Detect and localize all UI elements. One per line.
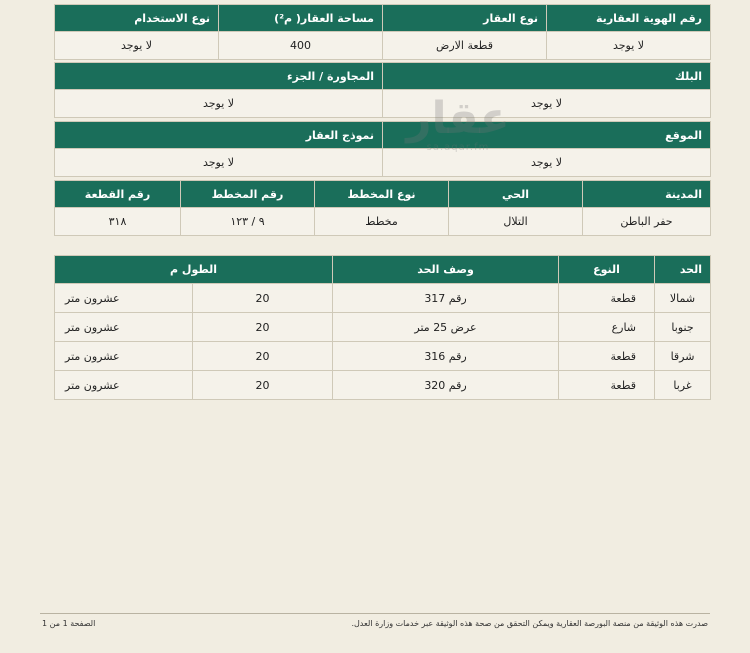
- block-table: [54, 62, 711, 118]
- value-plan-number: ٩ / ١٢٣: [181, 208, 315, 236]
- header-plan-number: رقم المخطط: [181, 181, 315, 208]
- boundary-desc: رقم 317: [333, 284, 559, 313]
- location-table: [54, 121, 711, 177]
- value-plot-number: ٣١٨: [55, 208, 181, 236]
- watermark-logo-text: عقار: [406, 93, 510, 144]
- boundary-side: شرقا: [655, 342, 711, 371]
- header-neighborhood-part: المجاورة / الجزء: [55, 63, 383, 90]
- footer-note: صدرت هذه الوثيقة من منصة البورصة العقارية ويمكن التحقق من صحة هذه الوثيقة عبر خدمات وزارة العدل.: [351, 619, 708, 628]
- boundary-length: 20: [193, 313, 333, 342]
- header-plot-number: رقم القطعة: [55, 181, 181, 208]
- value-property-area: 400: [219, 32, 383, 60]
- header-property-area: مساحة العقار( م²): [219, 5, 383, 32]
- header-property-id: رقم الهوية العقارية: [547, 5, 711, 32]
- boundary-type: قطعة: [559, 284, 655, 313]
- page-number: الصفحة 1 من 1: [42, 619, 96, 628]
- table-row: [55, 342, 711, 371]
- boundary-side: غربا: [655, 371, 711, 400]
- watermark-url: sa.aqar.fm: [426, 142, 490, 153]
- boundary-side: شمالا: [655, 284, 711, 313]
- table-row: [55, 284, 711, 313]
- boundary-length-text: عشرون متر: [55, 284, 193, 313]
- value-neighborhood-part: لا يوجد: [55, 90, 383, 118]
- header-boundary-desc: وصف الحد: [333, 256, 559, 284]
- table-row: [55, 313, 711, 342]
- header-district: الحي: [449, 181, 583, 208]
- boundary-length-text: عشرون متر: [55, 342, 193, 371]
- footer-divider: [40, 613, 710, 614]
- boundary-length-text: عشرون متر: [55, 313, 193, 342]
- value-district: التلال: [449, 208, 583, 236]
- header-block: البلك: [383, 63, 711, 90]
- boundary-desc: رقم 316: [333, 342, 559, 371]
- boundary-length: 20: [193, 371, 333, 400]
- header-location: الموقع: [383, 122, 711, 149]
- property-info-table: [54, 4, 711, 60]
- value-property-type: قطعة الارض: [383, 32, 547, 60]
- boundary-side: جنوبا: [655, 313, 711, 342]
- boundary-type: قطعة: [559, 371, 655, 400]
- table-row: [55, 371, 711, 400]
- boundary-type: قطعة: [559, 342, 655, 371]
- header-property-model: نموذج العقار: [55, 122, 383, 149]
- value-block: لا يوجد: [383, 90, 711, 118]
- boundary-length-text: عشرون متر: [55, 371, 193, 400]
- value-usage-type: لا يوجد: [55, 32, 219, 60]
- value-property-model: لا يوجد: [55, 149, 383, 177]
- value-plan-type: مخطط: [315, 208, 449, 236]
- header-boundary-type: النوع: [559, 256, 655, 284]
- header-usage-type: نوع الاستخدام: [55, 5, 219, 32]
- value-city: حفر الباطن: [583, 208, 711, 236]
- header-boundary: الحد: [655, 256, 711, 284]
- boundary-desc: رقم 320: [333, 371, 559, 400]
- header-length: الطول م: [55, 256, 333, 284]
- header-city: المدينة: [583, 181, 711, 208]
- plan-table: [54, 180, 711, 236]
- value-property-id: لا يوجد: [547, 32, 711, 60]
- boundary-type: شارع: [559, 313, 655, 342]
- header-property-type: نوع العقار: [383, 5, 547, 32]
- header-plan-type: نوع المخطط: [315, 181, 449, 208]
- boundary-desc: عرض 25 متر: [333, 313, 559, 342]
- boundary-length: 20: [193, 342, 333, 371]
- value-location: لا يوجد: [383, 149, 711, 177]
- boundary-length: 20: [193, 284, 333, 313]
- boundaries-table: [54, 255, 711, 400]
